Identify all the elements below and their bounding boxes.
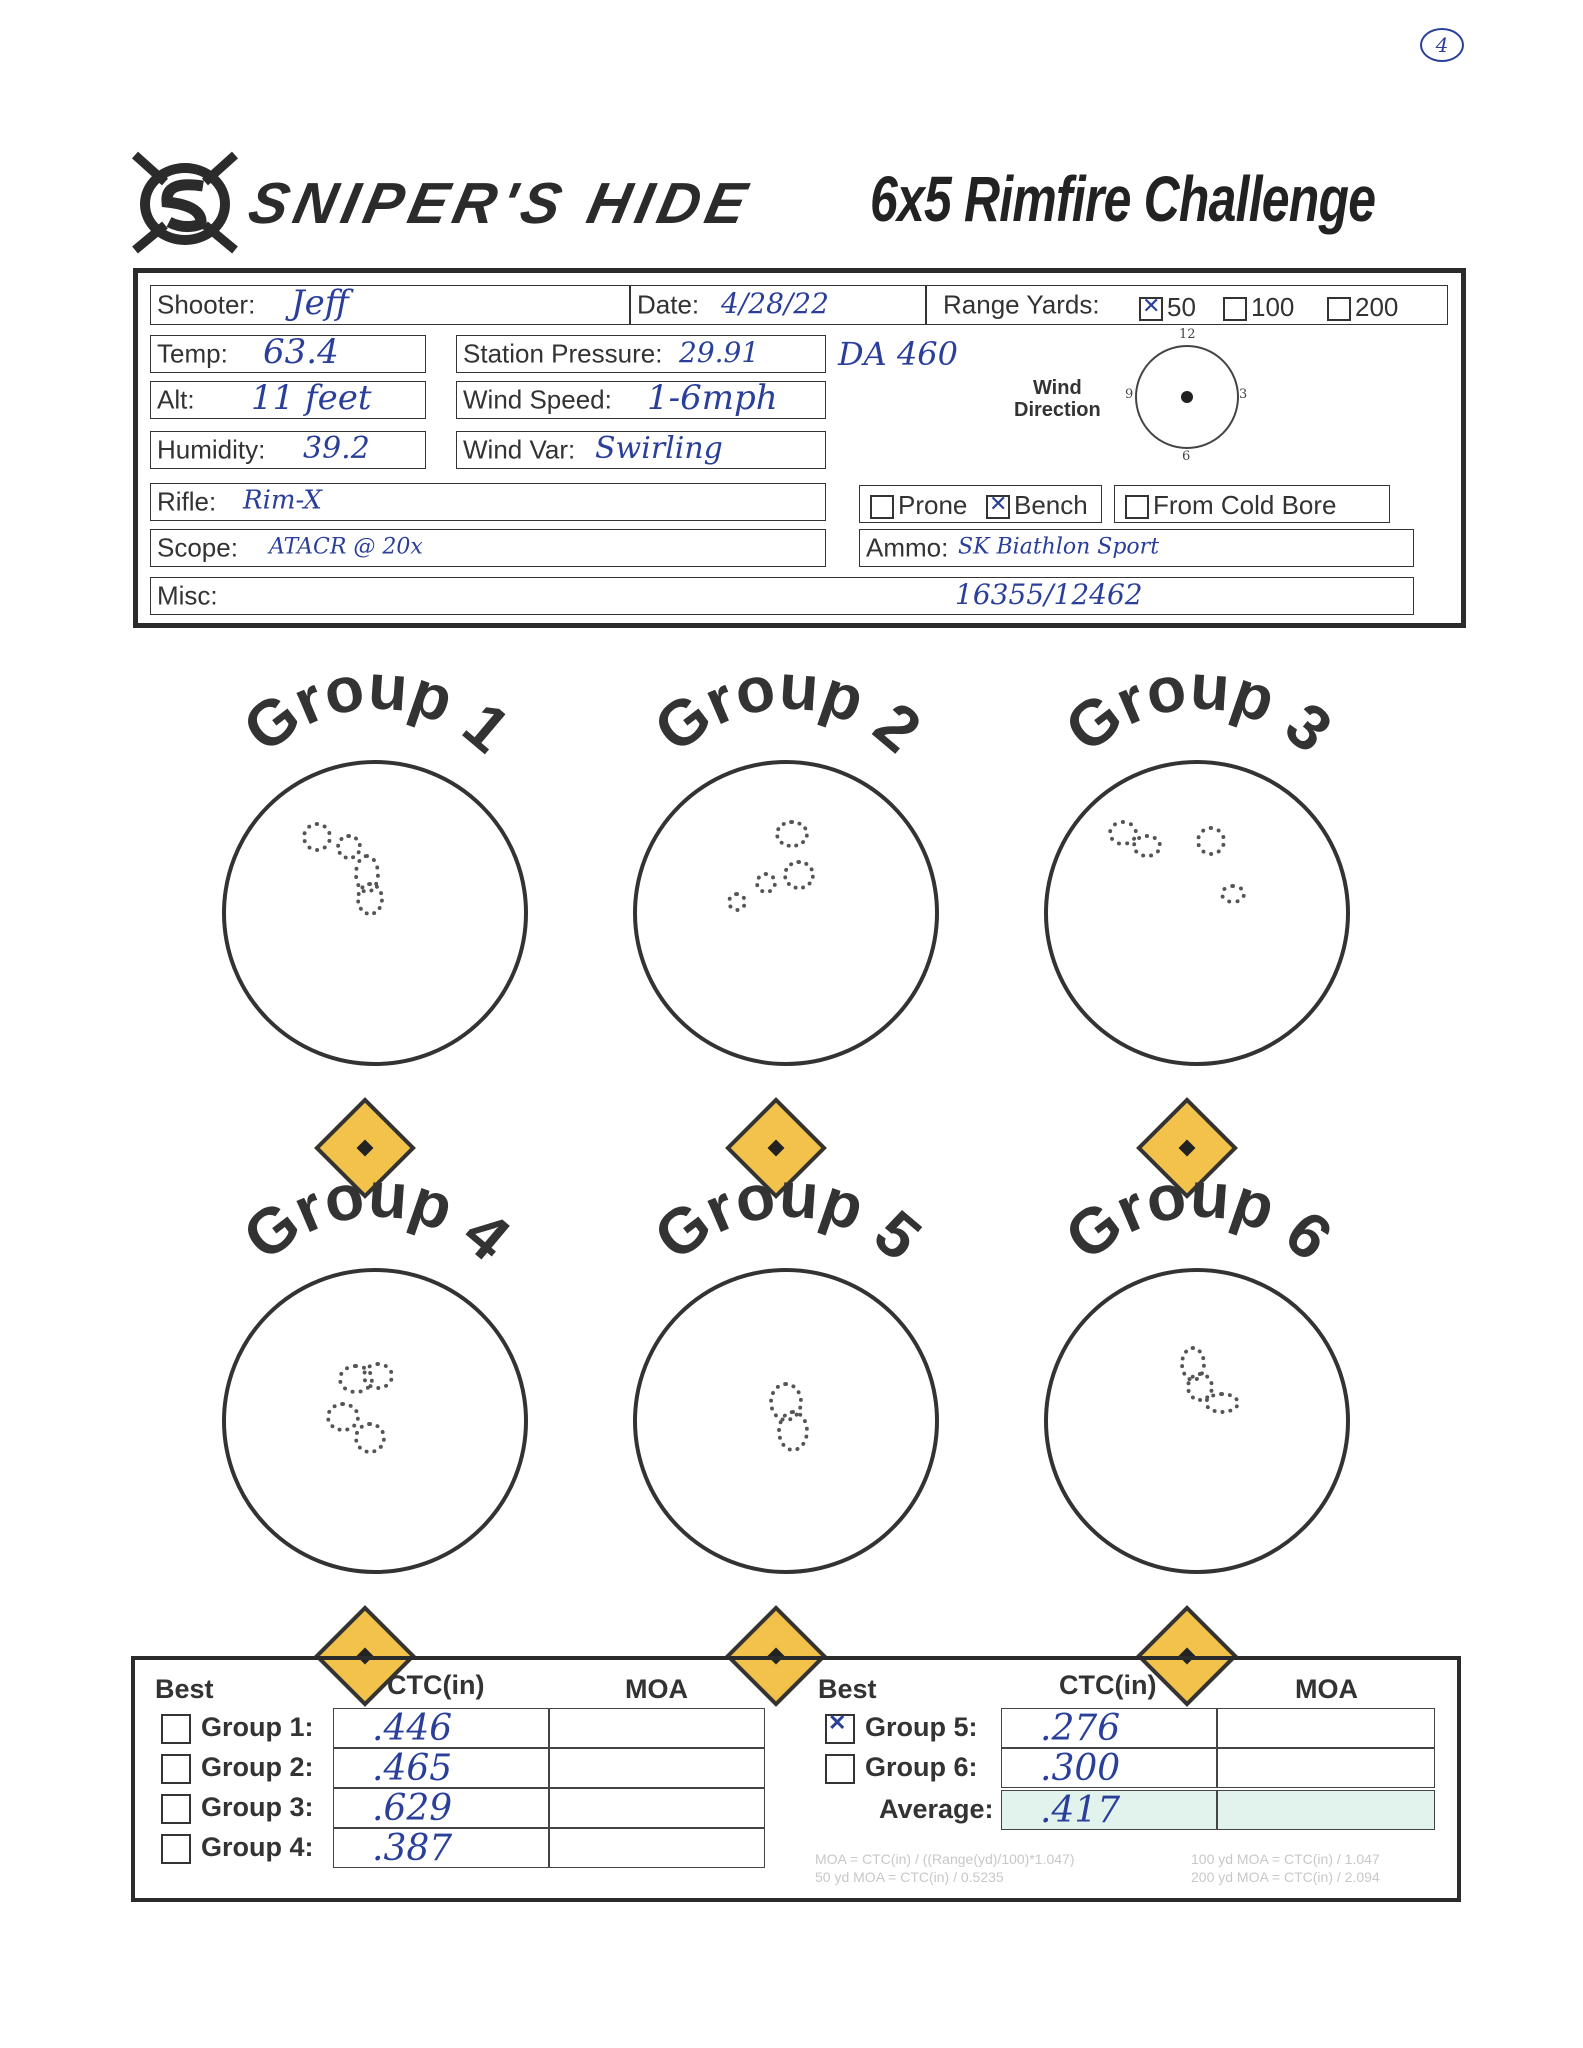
bench-option[interactable]: ✕ Bench — [986, 490, 1088, 521]
cold-bore-checkbox[interactable] — [1125, 495, 1149, 519]
humidity-label: Humidity: — [157, 434, 266, 465]
date-field[interactable] — [630, 285, 926, 325]
wind-speed-field[interactable] — [456, 378, 826, 419]
bench-checkbox[interactable] — [986, 495, 1010, 519]
target-circle — [1044, 1268, 1350, 1574]
bullet-hole — [1132, 834, 1162, 858]
group-4-row: Group 4: — [161, 1832, 314, 1864]
wind-direction-dial[interactable] — [1125, 327, 1248, 464]
group-6-row: Group 6: — [825, 1752, 978, 1784]
cold-bore-field[interactable] — [1114, 485, 1390, 523]
best-header-left: Best — [155, 1674, 214, 1704]
group-6-best-checkbox[interactable] — [825, 1754, 855, 1784]
group-6-moa-cell[interactable] — [1217, 1748, 1435, 1788]
prone-checkbox[interactable] — [870, 495, 894, 519]
ammo-field[interactable] — [859, 529, 1414, 567]
svg-text:Group 2: Group 2 — [640, 660, 935, 767]
moa-formula-50yd: 50 yd MOA = CTC(in) / 0.5235 — [815, 1869, 1004, 1885]
scope-label: Scope: — [157, 532, 238, 563]
moa-header-right: MOA — [1295, 1674, 1358, 1704]
average-label: Average: — [879, 1794, 994, 1824]
best-header-right: Best — [818, 1674, 877, 1704]
range-option-50[interactable]: ✕ 50 — [1139, 292, 1196, 323]
wind-var-field[interactable] — [456, 431, 826, 469]
temp-value: 63.4 — [263, 332, 339, 372]
group-1-row: Group 1: — [161, 1712, 314, 1744]
wind-var-value: Swirling — [595, 430, 723, 466]
shooter-label: Shooter: — [157, 289, 256, 320]
target-circle — [1044, 760, 1350, 1066]
group-4-ctc-cell[interactable]: .387 — [333, 1828, 549, 1868]
target-circle — [633, 760, 939, 1066]
bullet-hole — [755, 872, 777, 894]
station-pressure-label: Station Pressure: — [463, 338, 663, 369]
shooter-info-panel — [133, 268, 1466, 628]
group-2-target — [627, 660, 947, 1220]
group-1-moa-cell[interactable] — [549, 1708, 765, 1748]
range-yards-label: Range Yards: — [943, 289, 1100, 320]
misc-label: Misc: — [157, 580, 218, 611]
ctc-header-right: CTC(in) — [1059, 1670, 1157, 1700]
rifle-label: Rifle: — [157, 486, 217, 517]
group-4-moa-cell[interactable] — [549, 1828, 765, 1868]
wind-dial-center-icon — [1181, 391, 1193, 403]
cold-bore-label: From Cold Bore — [1153, 490, 1337, 520]
bullet-hole — [777, 1410, 809, 1452]
shooter-value: Jeff — [291, 283, 349, 323]
bullet-hole — [1220, 884, 1246, 904]
date-label: Date: — [637, 289, 700, 320]
group-1-ctc-cell[interactable]: .446 — [333, 1708, 549, 1748]
group-1-best-checkbox[interactable] — [161, 1714, 191, 1744]
rifle-field[interactable] — [150, 483, 826, 521]
moa-formula-100yd: 100 yd MOA = CTC(in) / 1.047 — [1191, 1851, 1380, 1867]
misc-value: 16355/12462 — [955, 577, 1143, 611]
humidity-field[interactable] — [150, 431, 426, 469]
shooter-field[interactable] — [150, 285, 630, 325]
temp-label: Temp: — [157, 338, 228, 369]
wind-speed-value: 1-6mph — [647, 378, 778, 418]
bullet-hole — [775, 820, 809, 848]
svg-text:Group 6: Group 6 — [1051, 1168, 1346, 1275]
group-2-best-checkbox[interactable] — [161, 1754, 191, 1784]
prone-option[interactable]: Prone — [870, 490, 967, 521]
page-number: 4 — [1420, 28, 1464, 62]
group-4-target — [216, 1168, 536, 1728]
group-2-ctc-cell[interactable]: .465 — [333, 1748, 549, 1788]
position-field — [859, 485, 1102, 523]
group-3-best-checkbox[interactable] — [161, 1794, 191, 1824]
range-yards-field — [926, 285, 1448, 325]
bullet-hole — [354, 1422, 386, 1454]
target-circle — [222, 1268, 528, 1574]
group-5-target — [627, 1168, 947, 1728]
bullet-hole — [727, 892, 747, 912]
group-6-ctc-cell[interactable]: .300 — [1001, 1748, 1217, 1788]
target-circle — [633, 1268, 939, 1574]
dial-mark-12: 12 — [1179, 327, 1196, 342]
range-50-checkbox[interactable] — [1139, 297, 1163, 321]
dial-mark-6: 6 — [1182, 449, 1191, 464]
group-3-target — [1038, 660, 1358, 1220]
bullet-hole — [336, 834, 362, 860]
svg-text:Group 5: Group 5 — [640, 1168, 935, 1275]
target-circle — [222, 760, 528, 1066]
group-3-ctc-cell[interactable]: .629 — [333, 1788, 549, 1828]
misc-field[interactable] — [150, 577, 1414, 615]
range-100-checkbox[interactable] — [1223, 297, 1247, 321]
group-4-best-checkbox[interactable] — [161, 1834, 191, 1864]
dial-mark-9: 9 — [1125, 387, 1134, 402]
average-ctc-cell[interactable]: .417 — [1001, 1790, 1217, 1830]
moa-formula-general: MOA = CTC(in) / ((Range(yd)/100)*1.047) — [815, 1851, 1075, 1867]
svg-text:Group 4: Group 4 — [229, 1168, 524, 1275]
bullet-hole — [1204, 1392, 1240, 1414]
ammo-value: SK Biathlon Sport — [958, 534, 1160, 560]
density-altitude-note: DA 460 — [838, 335, 959, 373]
group-5-moa-cell[interactable] — [1217, 1708, 1435, 1748]
altitude-label: Alt: — [157, 384, 195, 415]
bullet-hole — [1196, 826, 1226, 856]
range-option-100[interactable]: 100 — [1223, 292, 1294, 323]
bullet-hole — [362, 1362, 394, 1390]
dial-mark-3: 3 — [1239, 387, 1248, 402]
moa-header-left: MOA — [625, 1674, 688, 1704]
group-5-ctc-cell[interactable]: .276 — [1001, 1708, 1217, 1748]
bullet-hole — [783, 860, 815, 890]
brand-name: SNIPER'S HIDE — [243, 171, 759, 236]
altitude-value: 11 feet — [251, 378, 372, 418]
score-panel — [131, 1656, 1461, 1902]
humidity-value: 39.2 — [303, 430, 370, 466]
group-2-row: Group 2: — [161, 1752, 314, 1784]
group-5-row: ✕Group 5: — [825, 1712, 978, 1744]
rifle-value: Rim-X — [243, 485, 322, 516]
scope-value: ATACR @ 20x — [269, 534, 423, 560]
ctc-header-left: CTC(in) — [387, 1670, 485, 1700]
wind-direction-label: Wind Direction — [1014, 377, 1101, 421]
temp-field[interactable] — [150, 332, 426, 373]
range-200-checkbox[interactable] — [1327, 297, 1351, 321]
ammo-label: Ammo: — [866, 532, 949, 563]
altitude-field[interactable] — [150, 378, 426, 419]
svg-text:Group 3: Group 3 — [1051, 660, 1346, 767]
station-pressure-field[interactable] — [456, 335, 826, 373]
group-1-target — [216, 660, 536, 1220]
bullet-hole — [302, 822, 332, 852]
moa-formula-200yd: 200 yd MOA = CTC(in) / 2.094 — [1191, 1869, 1380, 1885]
station-pressure-value: 29.91 — [679, 335, 760, 369]
svg-text:Group 1: Group 1 — [229, 660, 524, 767]
range-option-200[interactable]: 200 — [1327, 292, 1398, 323]
bullet-hole — [326, 1402, 360, 1432]
bullet-hole — [356, 882, 384, 916]
crosshair-logo-icon — [135, 155, 235, 250]
group-2-moa-cell[interactable] — [549, 1748, 765, 1788]
scope-field[interactable] — [150, 529, 826, 567]
group-5-best-checkbox[interactable] — [825, 1714, 855, 1744]
date-value: 4/28/22 — [721, 286, 829, 320]
group-6-target — [1038, 1168, 1358, 1728]
group-3-row: Group 3: — [161, 1792, 314, 1824]
average-moa-cell[interactable] — [1217, 1790, 1435, 1830]
wind-speed-label: Wind Speed: — [463, 384, 612, 415]
wind-var-label: Wind Var: — [463, 434, 576, 465]
group-3-moa-cell[interactable] — [549, 1788, 765, 1828]
challenge-title: 6x5 Rimfire Challenge — [870, 163, 1376, 235]
